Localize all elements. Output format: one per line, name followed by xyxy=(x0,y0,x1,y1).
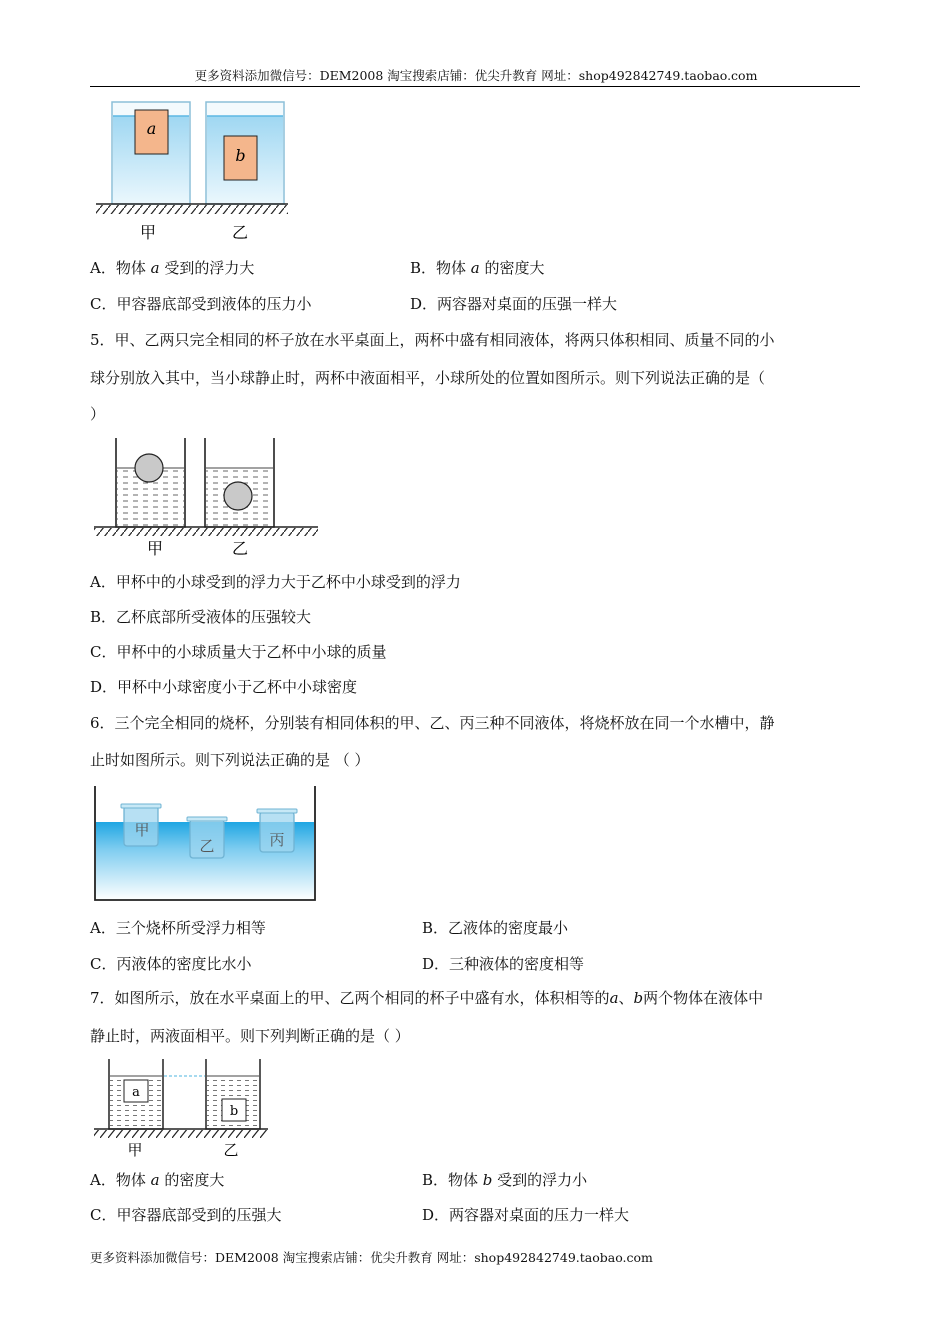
q7-stem-line-2: 静止时，两液面相平。则下列判断正确的是（ ） xyxy=(90,1027,410,1045)
q5-option-c[interactable]: C．甲杯中的小球质量大于乙杯中小球的质量 xyxy=(90,643,387,661)
q7-label-a: a xyxy=(132,1085,140,1100)
q4-option-a[interactable]: A．物体 a 受到的浮力大 xyxy=(90,259,255,277)
q5-ball-left xyxy=(135,454,163,482)
q5-cup-label-1: 甲 xyxy=(146,539,164,558)
q5-option-b[interactable]: B．乙杯底部所受液体的压强较大 xyxy=(90,608,312,626)
q7-stem-line-1: 7．如图所示，放在水平桌面上的甲、乙两个相同的杯子中盛有水，体积相等的a、b两个物体在液体中 xyxy=(90,989,764,1007)
q7-option-d[interactable]: D．两容器对桌面的压力一样大 xyxy=(422,1206,630,1224)
q4-cup-label-2: 乙 xyxy=(231,223,249,242)
page-footer: 更多资料添加微信号：DEM2008 淘宝搜索店铺：优尖升教育 网址：shop492842749.taobao.com xyxy=(90,1250,653,1265)
q6-figure xyxy=(92,784,318,902)
q5-stem-line-1: 5．甲、乙两只完全相同的杯子放在水平桌面上，两杯中盛有相同液体，将两只体积相同、质量不同的小 xyxy=(90,331,775,349)
q4-option-d[interactable]: D．两容器对桌面的压强一样大 xyxy=(410,295,618,313)
q7-cup-label-2: 乙 xyxy=(223,1141,239,1159)
q4-option-b[interactable]: B．物体 a 的密度大 xyxy=(410,259,545,277)
q6-beaker-label-1: 甲 xyxy=(134,821,150,839)
q5-stem-line-2: 球分别放入其中，当小球静止时，两杯中液面相平，小球所处的位置如图所示。则下列说法正确的是（ xyxy=(90,369,766,387)
q6-stem-line-2: 止时如图所示。则下列说法正确的是 （ ） xyxy=(90,751,370,769)
header-rule xyxy=(90,86,860,87)
q5-option-a[interactable]: A．甲杯中的小球受到的浮力大于乙杯中小球受到的浮力 xyxy=(90,573,461,591)
q7-option-b[interactable]: B．物体 b 受到的浮力小 xyxy=(422,1171,588,1189)
q4-figure xyxy=(92,98,292,246)
q4-cup-label-1: 甲 xyxy=(139,223,157,242)
q5-ball-right xyxy=(224,482,252,510)
q7-label-b: b xyxy=(229,1104,239,1119)
q6-stem-line-1: 6．三个完全相同的烧杯，分别装有相同体积的甲、乙、丙三种不同液体，将烧杯放在同一个水槽中，静 xyxy=(90,714,775,732)
q6-option-d[interactable]: D．三种液体的密度相等 xyxy=(422,955,585,973)
page-header: 更多资料添加微信号：DEM2008 淘宝搜索店铺：优尖升教育 网址：shop492842749.taobao.com xyxy=(194,68,758,83)
q7-cup-label-1: 甲 xyxy=(127,1141,143,1159)
q6-option-a[interactable]: A．三个烧杯所受浮力相等 xyxy=(90,919,266,937)
q7-option-a[interactable]: A．物体 a 的密度大 xyxy=(90,1171,225,1189)
q5-cup-label-2: 乙 xyxy=(231,539,249,558)
q6-beaker-label-2: 乙 xyxy=(199,837,215,855)
q6-beaker-label-3: 丙 xyxy=(269,831,285,849)
q5-figure xyxy=(92,432,322,560)
q5-option-d[interactable]: D．甲杯中小球密度小于乙杯中小球密度 xyxy=(90,678,358,696)
q4-label-a: a xyxy=(146,119,157,138)
q7-figure xyxy=(92,1058,272,1160)
q4-label-b: b xyxy=(235,146,246,165)
q6-option-c[interactable]: C．丙液体的密度比水小 xyxy=(90,955,252,973)
q7-option-c[interactable]: C．甲容器底部受到的压强大 xyxy=(90,1206,282,1224)
q4-option-c[interactable]: C．甲容器底部受到液体的压力小 xyxy=(90,295,312,313)
q5-stem-line-3: ） xyxy=(90,405,106,423)
q6-option-b[interactable]: B．乙液体的密度最小 xyxy=(422,919,569,937)
